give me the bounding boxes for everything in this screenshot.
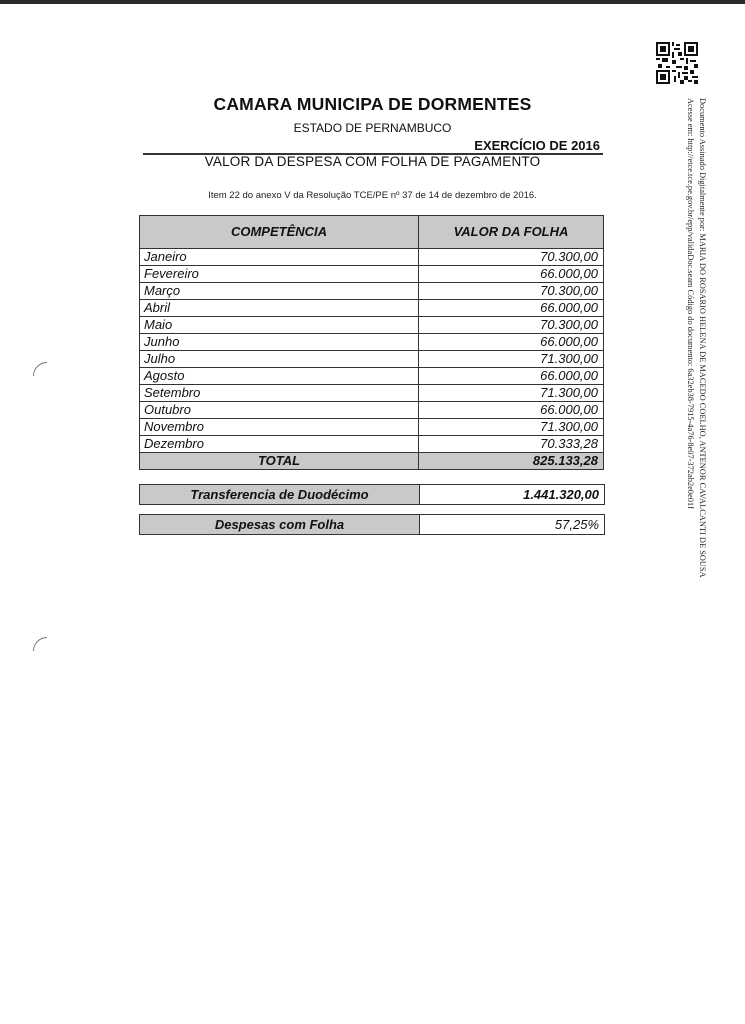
value-cell: 66.000,00 [419,334,604,351]
month-cell: Dezembro [140,436,419,453]
transfer-row [139,484,605,505]
month-cell: Março [140,283,419,300]
value-cell: 70.300,00 [419,317,604,334]
table-header-row [140,216,604,249]
month-cell: Agosto [140,368,419,385]
signature-line: Documento Assinado Digitalmente por: MARIA DO ROSARIO HELENA DE MACEDO COELHO, ANTENOR CAVALCANTI DE SOUSA [698,98,707,578]
legal-reference: Item 22 do anexo V da Resolução TCE/PE nº 37 de 14 de dezembro de 2016. [208,190,537,201]
payroll-table [139,215,604,470]
month-cell: Janeiro [140,249,419,266]
column-header-competencia: COMPETÊNCIA [140,216,419,249]
punch-hole-bottom [33,637,61,665]
table-row [140,266,604,283]
punch-hole-top [33,362,61,390]
transfer-label: Transferencia de Duodécimo [140,485,420,504]
month-cell: Maio [140,317,419,334]
table-row [140,317,604,334]
total-row [140,453,604,470]
qr-code-icon [656,42,698,84]
table-row [140,283,604,300]
value-cell: 70.300,00 [419,283,604,300]
value-cell: 71.300,00 [419,385,604,402]
organization-title: CAMARA MUNICIPA DE DORMENTES [213,94,532,114]
value-cell: 70.333,28 [419,436,604,453]
total-label: TOTAL [140,453,419,470]
table-row [140,249,604,266]
table-row [140,385,604,402]
transfer-value: 1.441.320,00 [420,485,604,504]
expenses-value: 57,25% [420,515,604,534]
fiscal-year-label: EXERCÍCIO DE 2016 [474,138,600,153]
value-cell: 66.000,00 [419,266,604,283]
report-title: VALOR DA DESPESA COM FOLHA DE PAGAMENTO [204,154,541,169]
month-cell: Outubro [140,402,419,419]
table-row [140,300,604,317]
table-row [140,419,604,436]
verification-line: Acesse em: http://etce.tce.pe.gov.br/epp/validaDoc.seam Código do documento: 6a32eb38-7915-4a76-8e07-372ab2e0e01f [686,98,695,509]
table-row [140,334,604,351]
month-cell: Abril [140,300,419,317]
total-value: 825.133,28 [419,453,604,470]
column-header-valor: VALOR DA FOLHA [419,216,604,249]
value-cell: 66.000,00 [419,300,604,317]
value-cell: 66.000,00 [419,368,604,385]
month-cell: Novembro [140,419,419,436]
value-cell: 66.000,00 [419,402,604,419]
table-row [140,368,604,385]
expenses-row [139,514,605,535]
table-row [140,436,604,453]
value-cell: 71.300,00 [419,419,604,436]
expenses-label: Despesas com Folha [140,515,420,534]
month-cell: Julho [140,351,419,368]
scan-top-edge [0,0,745,4]
table-row [140,351,604,368]
month-cell: Junho [140,334,419,351]
value-cell: 70.300,00 [419,249,604,266]
digital-signature-stamp [673,98,713,638]
month-cell: Fevereiro [140,266,419,283]
state-subtitle: ESTADO DE PERNAMBUCO [293,121,452,135]
month-cell: Setembro [140,385,419,402]
value-cell: 71.300,00 [419,351,604,368]
table-row [140,402,604,419]
